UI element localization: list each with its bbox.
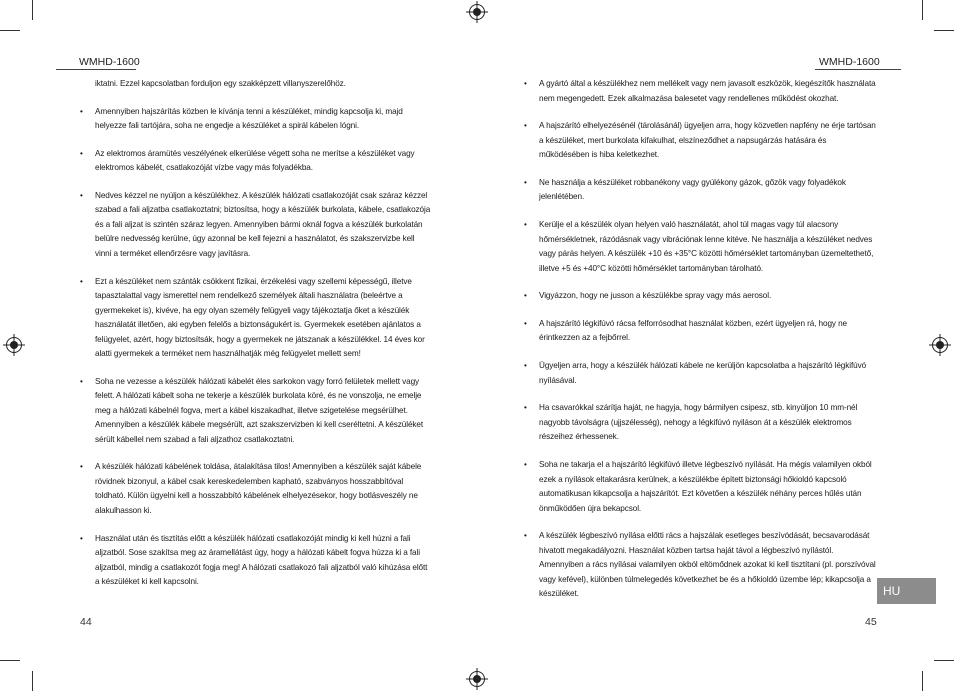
paragraph-text: A hajszárító légkifúvó rácsa felforrósodhat használat közben, ezért ügyeljen rá, hogy ne érintkezzen az a fejbőrrel. [539, 318, 847, 343]
paragraph-text: Használat után és tisztítás előtt a készülék hálózati csatlakozóját mindig ki kell húzni a fali aljzatból. Sose szakítsa meg az áramellátást úgy, hogy a hálózati kábelt fogva húzza ki a fali aljzatból, mindig a csatlakozót fogja meg! A hálózati csatlakozó fali aljzatból való kihúzása előtt a készüléket ki kell kapcsolni. [95, 533, 428, 587]
paragraph-text: Nedves kézzel ne nyúljon a készülékhez. A készülék hálózati csatlakozóját csak száraz kézzel szabad a fali aljzatba csatlakoztatni; biztosítsa, hogy a készülék burkolata, kábele, csatlakozója és a fali aljzat is szintén száraz legyen. Amennyiben bármi oknál fogva a készülék burkolatán belülre nedvesség kerülne, úgy azonnal be kell fejezni a használatot, és szakszervizbe kell vinni a terméket ellenőrzésre vagy javításra. [95, 190, 431, 258]
list-item [524, 119, 876, 163]
list-item [524, 77, 876, 106]
crop-mark [32, 0, 33, 20]
list-item [524, 458, 876, 516]
crop-mark [0, 660, 20, 661]
bullet-icon: • [80, 276, 83, 286]
paragraph-text: A hajszárító elhelyezésénél (tárolásánál) ügyeljen arra, hogy közvetlen napfény ne érje tartósan a készüléket, mert burkolata kifakulhat, elszíneződhet a napsugárzás hatására és működésében is hiba keletkezhet. [539, 121, 876, 160]
paragraph-text: Kerülje el a készülék olyan helyen való használatát, ahol túl magas vagy túl alacsony hőmérsékletnek, rázódásnak vagy vibrációnak lenne kitéve. Ne használja a készüléket nedves vagy párás helyen. A készülék +10 és +35°C közötti hőmérséklet tartományban üzemeltethető, illetve +5 és +40°C közötti hőmérséklet tartományban tárolható. [539, 220, 874, 273]
list-item [80, 147, 432, 176]
bullet-icon: • [524, 291, 527, 301]
list-item [80, 105, 432, 134]
crop-mark [0, 30, 20, 31]
paragraph-text: Ha csavarókkal szárítja haját, ne hagyja, hogy bármilyen csipesz, stb. kinyúljon 10 mm-nél nagyobb távolságra (ujjszélesség), nehogy a légkifúvó nyiláson át a készülék elektromos részeihez érhessenek. [539, 403, 858, 442]
crop-mark [934, 30, 954, 31]
list-item [80, 275, 432, 362]
paragraph-text: A készülék légbeszívó nyílása előtti rács a hajszálak esetleges beszívódását, becsavarodását hivatott megakadályozni. Használat közben tartsa haját távol a légbeszívó nyílástól. Amennyiben a rács nyílásai valamilyen okból eltömődnek azokat ki kell tisztítani (pl. porszívóval vagy kefével), különben túlmelegedés következhet be és a hőkioldó üzembe lép; kikapcsolja a készüléket. [539, 531, 876, 599]
registration-mark-icon [469, 671, 485, 687]
list-item [80, 460, 432, 518]
bullet-icon: • [524, 121, 527, 131]
paragraph-text: Ne használja a készüléket robbanékony vagy gyúlékony gázok, gőzök vagy folyadékok jelenlétében. [539, 177, 846, 202]
crop-mark [934, 660, 954, 661]
paragraph-text: Soha ne takarja el a hajszárító légkifúvó illetve légbeszívó nyílását. Ha mégis valamilyen okból ezek a nyílások eltakarásra kerülnek, a készülékbe épített biztonsági hőkioldó kapcsoló automatikusan kikapcsolja a hajszárítót. Ezt követően a készülék néhány perces hűlés után önműködően újra bekapcsol. [539, 460, 872, 513]
left-page-number: 44 [80, 616, 92, 628]
bullet-icon: • [524, 460, 527, 469]
right-header-rule [815, 69, 901, 70]
bullet-icon: • [80, 533, 83, 543]
registration-mark-icon [932, 337, 948, 353]
paragraph-text: A készülék hálózati kábelének toldása, átalakítása tilos! Amennyiben a készülék saját kábele rövidnek bizonyul, a kábel csak kereskedelemben kapható, szabványos hosszabbítóval toldható. Külön ügyelni kell a hosszabbító kábelének elhelyezésekor, hogy botlásveszély ne alakulhasson ki. [95, 462, 422, 515]
paragraph-text: Az elektromos áramütés veszélyének elkerülése végett soha ne merítse a készüléket vagy elektromos kábelét, csatlakozóját vízbe vagy más folyadékba. [95, 148, 415, 173]
list-item [524, 218, 876, 276]
crop-mark [32, 671, 33, 691]
paragraph-text: Vigyázzon, hogy ne jusson a készülékbe spray vagy más aerosol. [539, 291, 772, 301]
paragraph-text: Amennyiben hajszárítás közben le kívánja tenni a készüléket, mindig kapcsolja ki, majd helyezze fali tartójára, soha ne engedje a készüléket a spirál kábelen lógni. [95, 106, 403, 130]
bullet-icon: • [524, 177, 527, 187]
paragraph-text: Ezt a készüléket nem szánták csökkent fizikai, érzékelési vagy szellemi képességű, illetve tapasztalattal vagy ismerettel nem rendelkező személyek általi használatra (beleértve a gyermekeket is), kivéve, ha egy olyan személy felügyeli vagy tájékoztatja őket a készülék használatát illetően, aki egyben felelős a biztonságukért is. Gyermekek esetében ajánlatos a felügyelet, azért, hogy biztosítsák, hogy a gyermekek ne játszanak a készülékkel. 14 éves kor alatti gyermekek a terméket nem használhatják még felügyelet mellett sem! [95, 276, 425, 359]
left-header-rule [56, 69, 136, 70]
crop-mark [922, 0, 923, 20]
left-page-body [80, 77, 432, 603]
list-item [524, 359, 876, 388]
right-page-body [524, 77, 876, 615]
paragraph-text: Ügyeljen arra, hogy a készülék hálózati kábele ne kerüljön kapcsolatba a hajszárító légkifúvó nyílásával. [539, 361, 867, 385]
bullet-icon: • [80, 462, 83, 472]
bullet-icon: • [524, 79, 527, 88]
bullet-icon: • [524, 531, 527, 541]
bullet-icon: • [524, 403, 527, 413]
list-item [524, 289, 876, 304]
registration-mark-icon [469, 4, 485, 20]
list-item [80, 532, 432, 590]
bullet-icon: • [524, 220, 527, 230]
list-item [524, 529, 876, 602]
bullet-icon: • [80, 190, 83, 200]
paragraph-text: A gyártó által a készülékhez nem mellékelt vagy nem javasolt eszközök, kiegészítők használata nem megengedett. Ezek alkalmazása balesetet vagy rendellenes működést okozhat. [539, 79, 876, 103]
left-intro-text [80, 77, 432, 92]
list-item [80, 375, 432, 448]
list-item [524, 317, 876, 346]
paragraph-text: iktatni. Ezzel kapcsolatban forduljon egy szakképzett villanyszerelőhöz. [95, 79, 346, 88]
bullet-icon: • [524, 318, 527, 328]
list-item [524, 401, 876, 445]
bullet-icon: • [80, 106, 83, 116]
left-page-header: WMHD-1600 [79, 56, 140, 68]
registration-mark-icon [6, 337, 22, 353]
paragraph-text: Soha ne vezesse a készülék hálózati kábelét éles sarkokon vagy forró felületek mellett vagy felett. A hálózati kábelt soha ne tekerje a készülék burkolata köré, és ne vonszolja, ne emelje meg a hálózati kábelnél fogva, mert a kábel kiszakadhat, illetve szigetelése megsérülhet. Amennyiben a készülék kábele megsérült, azt szakszervizben ki kell cseréltetni. A készüléket sérült kábellel nem szabad a fali aljzathoz csatlakoztatni. [95, 376, 424, 444]
list-item [80, 189, 432, 262]
language-tab: HU [877, 578, 936, 604]
bullet-icon: • [524, 361, 527, 371]
right-page-number: 45 [865, 616, 877, 628]
bullet-icon: • [80, 376, 83, 386]
list-item [524, 176, 876, 205]
bullet-icon: • [80, 148, 83, 158]
right-page-header: WMHD-1600 [819, 56, 880, 68]
crop-mark [922, 671, 923, 691]
